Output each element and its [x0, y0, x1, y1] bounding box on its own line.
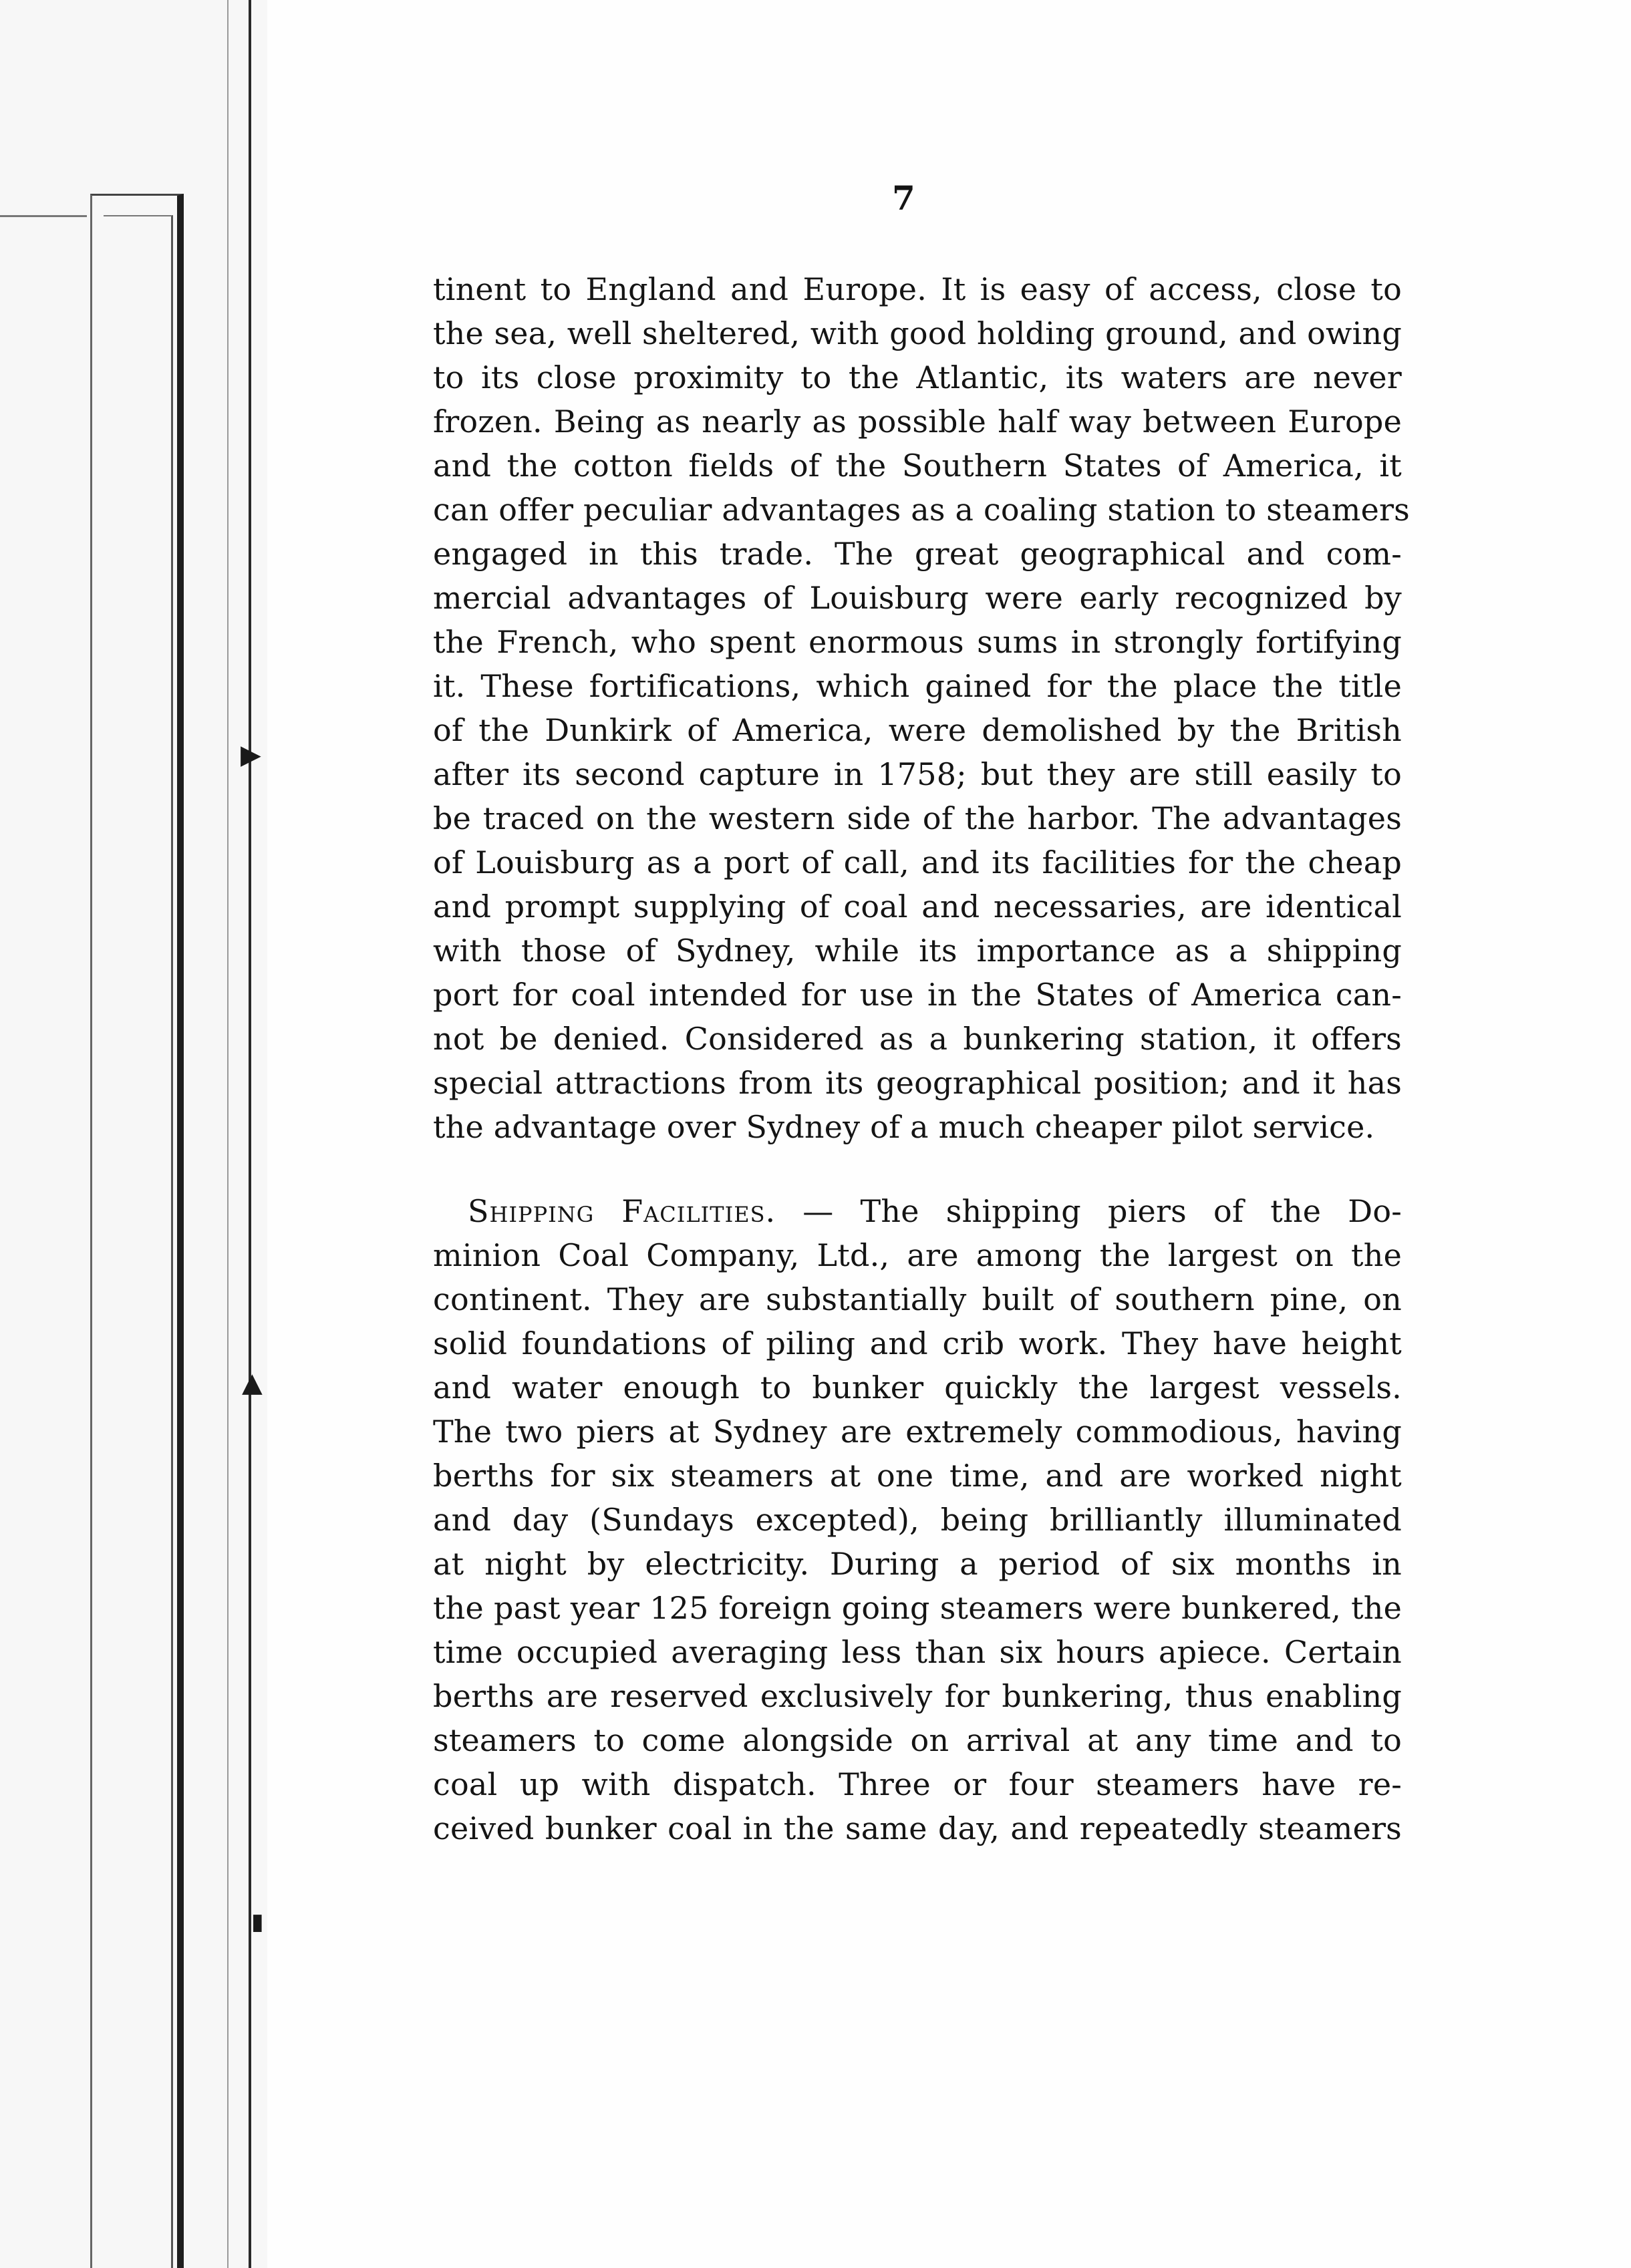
paragraph-shipping-facilities	[433, 1189, 1402, 1850]
text-line: berths for six steamers at one time, and are worked night	[433, 1458, 1402, 1494]
text-line: tinent to England and Europe. It is easy of access, close to	[433, 271, 1402, 307]
text-line: be traced on the western side of the harbor. The advantages	[433, 800, 1402, 836]
binding-stitch-mark: ▲	[242, 1367, 263, 1398]
text-line: can offer peculiar advantages as a coaling station to steamers	[433, 492, 1410, 528]
text-line: not be denied. Considered as a bunkering station, it offers	[433, 1021, 1402, 1057]
heading-line-text: — The shipping piers of the Do-	[776, 1193, 1402, 1229]
text-line: The two piers at Sydney are extremely commodious, having	[433, 1414, 1402, 1450]
text-line: the past year 125 foreign going steamers were bunkered, the	[433, 1590, 1402, 1626]
text-line: and water enough to bunker quickly the largest vessels.	[433, 1369, 1402, 1406]
text-line: and day (Sundays excepted), being brilliantly illuminated	[433, 1502, 1402, 1538]
text-line: port for coal intended for use in the States of America can-	[433, 977, 1402, 1013]
section-heading: Shipping Facilities.	[468, 1193, 776, 1229]
paragraph-louisburg	[433, 267, 1410, 1149]
text-line: the advantage over Sydney of a much cheaper pilot service.	[433, 1109, 1375, 1145]
text-line: the French, who spent enormous sums in strongly fortifying	[433, 624, 1402, 660]
text-line: the sea, well sheltered, with good holding ground, and owing	[433, 315, 1402, 351]
binding-stitch-mark: ▮	[251, 1909, 264, 1935]
paragraph-spacer	[433, 1149, 1402, 1189]
text-line: of the Dunkirk of America, were demolished by the British	[433, 712, 1402, 748]
text-line: time occupied averaging less than six hours apiece. Certain	[433, 1634, 1402, 1670]
text-line: and prompt supplying of coal and necessaries, are identical	[433, 888, 1402, 925]
margin-rule	[0, 215, 87, 217]
text-line: to its close proximity to the Atlantic, its waters are never	[433, 359, 1402, 395]
text-line: berths are reserved exclusively for bunkering, thus enabling	[433, 1678, 1402, 1714]
binding-stitch-mark: ▶	[241, 740, 261, 770]
page-gutter-shadow	[227, 0, 229, 2268]
text-line: at night by electricity. During a period of six months in	[433, 1546, 1402, 1582]
text-line: minion Coal Company, Ltd., are among the largest on the	[433, 1237, 1402, 1273]
text-line: solid foundations of piling and crib work. They have height	[433, 1325, 1402, 1361]
page-number: 7	[892, 178, 915, 218]
text-line: frozen. Being as nearly as possible half way between Europe	[433, 403, 1402, 440]
text-line: engaged in this trade. The great geographical and com-	[433, 536, 1402, 572]
text-line: with those of Sydney, while its importance as a shipping	[433, 933, 1402, 969]
text-line: it. These fortifications, which gained for the place the title	[433, 668, 1402, 704]
text-line: continent. They are substantially built of southern pine, on	[433, 1281, 1402, 1317]
text-line: steamers to come alongside on arrival at any time and to	[433, 1722, 1402, 1758]
text-line: of Louisburg as a port of call, and its facilities for the cheap	[433, 844, 1402, 880]
text-line	[433, 1189, 1402, 1233]
folded-map-inner-border	[104, 215, 173, 2268]
text-line: special attractions from its geographical position; and it has	[433, 1065, 1402, 1101]
text-line: and the cotton fields of the Southern States of America, it	[433, 448, 1402, 484]
text-line: after its second capture in 1758; but they are still easily to	[433, 756, 1402, 792]
text-line: coal up with dispatch. Three or four steamers have re-	[433, 1766, 1402, 1802]
text-line: ceived bunker coal in the same day, and repeatedly steamers	[433, 1810, 1402, 1846]
body-text	[433, 267, 1410, 1850]
text-line: mercial advantages of Louisburg were early recognized by	[433, 580, 1402, 616]
